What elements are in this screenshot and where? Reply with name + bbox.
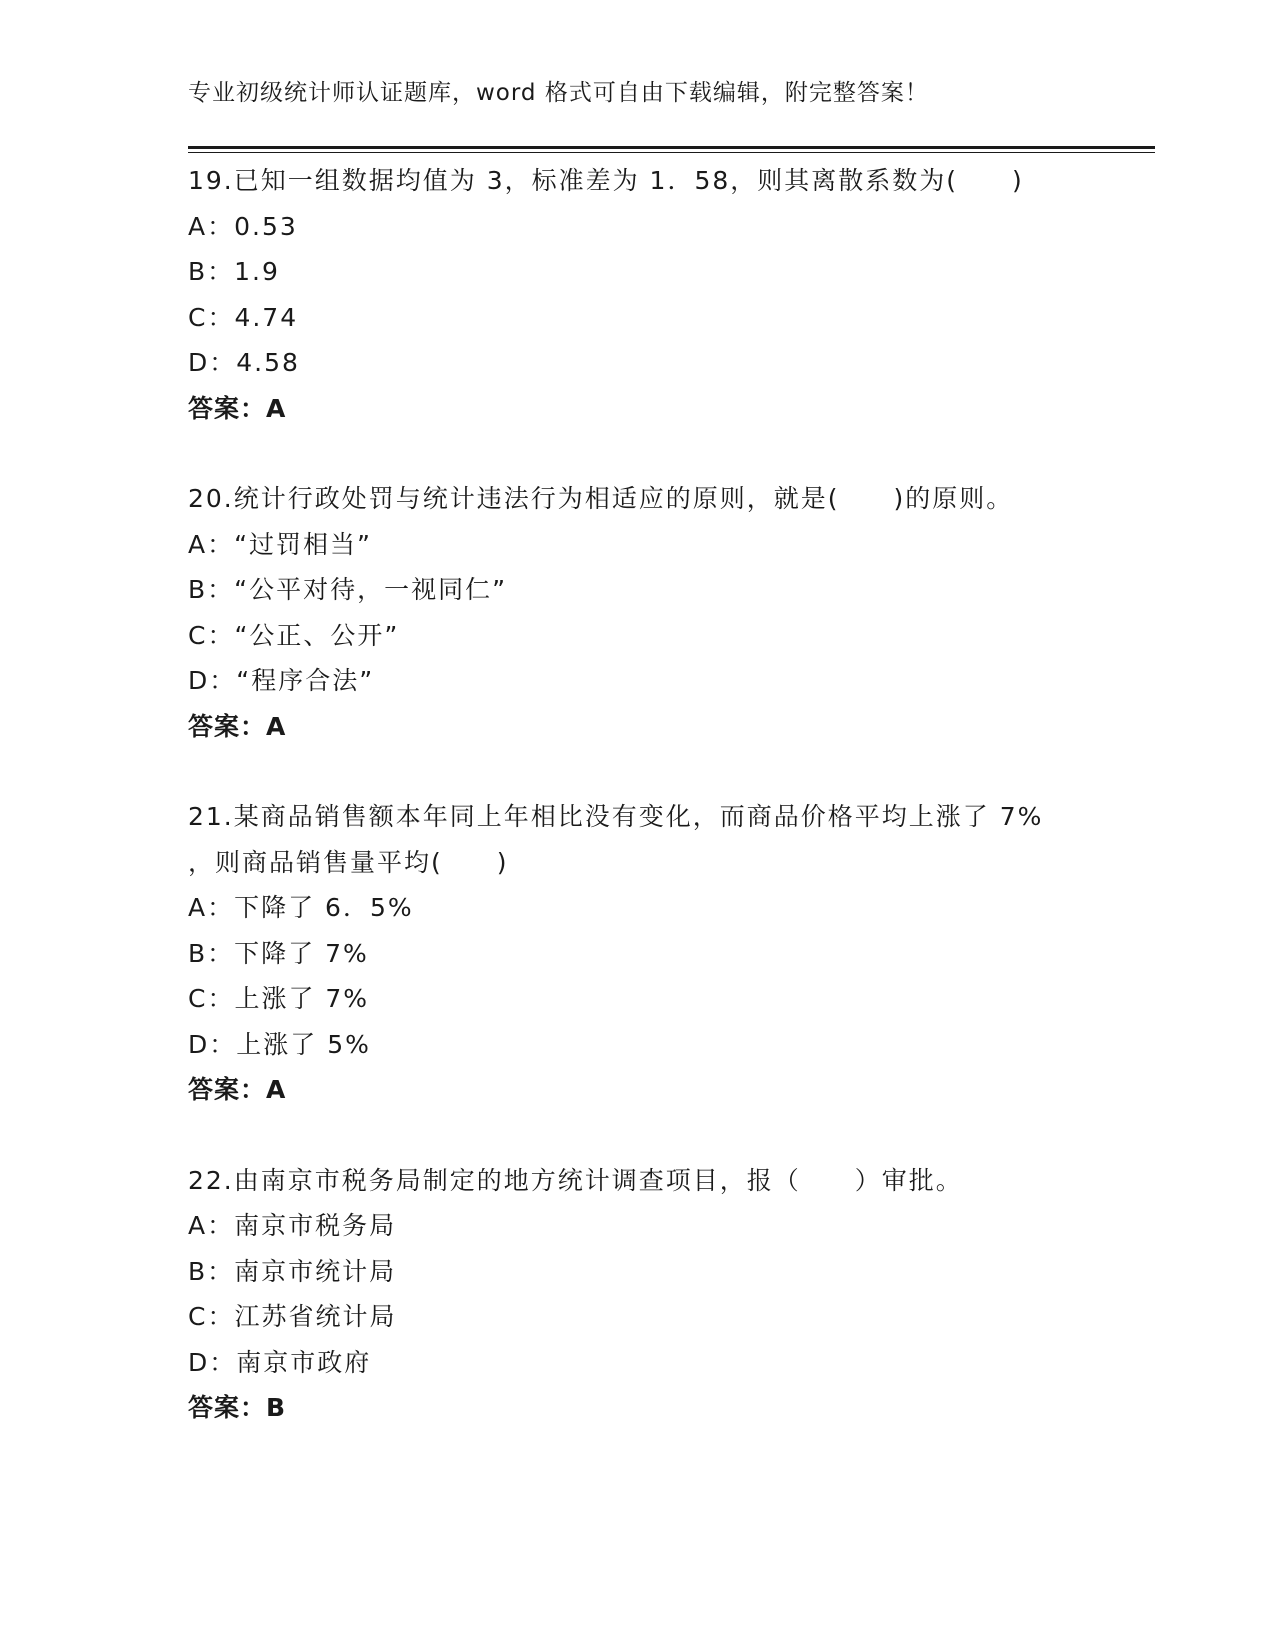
option-a: A：南京市税务局 <box>188 1211 397 1240</box>
header-note: 专业初级统计师认证题库，word 格式可自由下载编辑，附完整答案！ <box>188 80 929 106</box>
question-list <box>188 158 1148 1476</box>
header-rule <box>188 146 1155 149</box>
question-20 <box>188 476 1148 749</box>
answer: 答案：B <box>188 1393 287 1422</box>
question-text: 20.统计行政处罚与统计违法行为相适应的原则，就是( )的原则。 <box>188 484 1014 513</box>
question-text-continued: ，则商品销售量平均( ) <box>188 847 509 877</box>
option-b: B：南京市统计局 <box>188 1256 397 1286</box>
question-19 <box>188 158 1148 431</box>
answer: 答案：A <box>188 711 287 741</box>
option-d: D：“程序合法” <box>188 666 375 695</box>
option-a: A：0.53 <box>188 211 298 241</box>
option-c: C：上涨了 7% <box>188 984 370 1013</box>
option-b: B：1.9 <box>188 257 280 286</box>
option-c: C：“公正、公开” <box>188 620 400 650</box>
option-b: B：“公平对待，一视同仁” <box>188 575 508 604</box>
option-d: D：4.58 <box>188 348 300 377</box>
answer: 答案：A <box>188 1075 287 1104</box>
option-b: B：下降了 7% <box>188 938 369 968</box>
option-c: C：江苏省统计局 <box>188 1302 397 1331</box>
option-a: A：“过罚相当” <box>188 529 373 559</box>
answer: 答案：A <box>188 393 287 423</box>
option-d: D：上涨了 5% <box>188 1029 371 1059</box>
question-text: 19.已知一组数据均值为 3，标准差为 1．58，则其离散系数为( ) <box>188 166 1024 195</box>
question-text: 21.某商品销售额本年同上年相比没有变化，而商品价格平均上涨了 7% <box>188 802 1044 831</box>
question-21 <box>188 794 1148 1113</box>
header-rule-thin <box>188 152 1155 153</box>
option-c: C：4.74 <box>188 302 299 332</box>
option-a: A：下降了 6．5% <box>188 893 414 922</box>
question-22 <box>188 1158 1148 1431</box>
question-text: 22.由南京市税务局制定的地方统计调查项目，报（ ）审批。 <box>188 1165 963 1195</box>
option-d: D：南京市政府 <box>188 1347 372 1377</box>
